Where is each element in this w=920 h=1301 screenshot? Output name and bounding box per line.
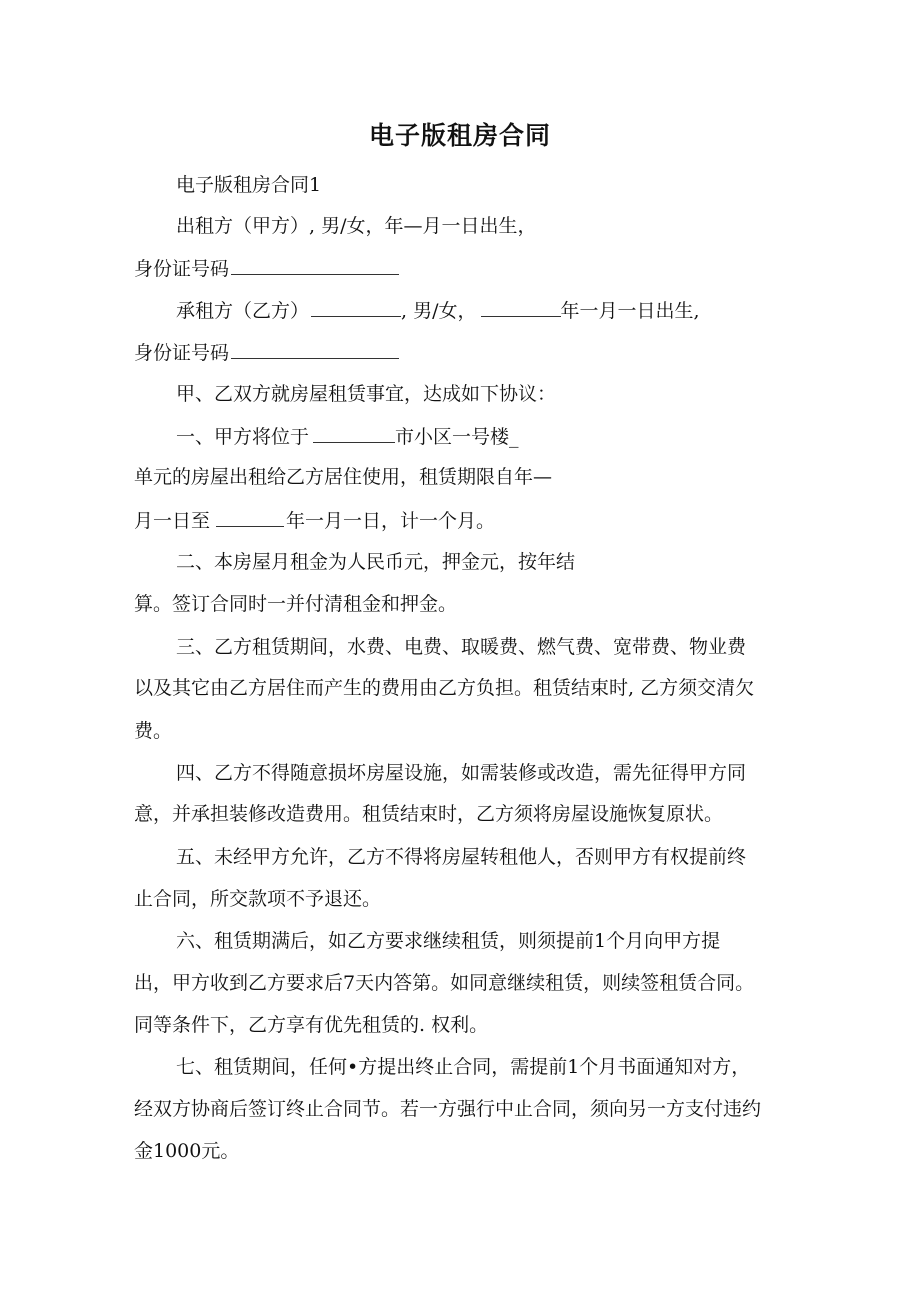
lessee-name-blank [311,298,401,317]
lessor-id-line: 身份证号码 [134,256,399,281]
clause-7-line-1: 七、租赁期间，任何•方提出终止合同，需提前1个月书面通知对方， [176,1056,751,1078]
clause-2-line-2: 算。签订合同时一并付清租金和押金。 [134,593,458,615]
lessor-id-blank [231,256,399,275]
clause-7-line-3: 金1000元。 [134,1140,240,1162]
document-title: 电子版租房合同 [368,121,551,150]
clause-4-line-1: 四、乙方不得随意损坏房屋设施，如需装修或改造，需先征得甲方同 [176,762,747,784]
clause-5-line-2: 止合同，所交款项不予退还。 [134,888,382,910]
lessor-line: 出租方（甲方）, 男/女，年—月一日出生， [176,215,537,237]
clause-6-line-3: 同等条件下，乙方享有优先租赁的. 权利。 [134,1014,489,1036]
clause-1-line-2: 单元的房屋出租给乙方居住使用，租赁期限自年— [134,466,553,488]
agreement-intro: 甲、乙双方就房屋租赁事宜，达成如下协议： [176,383,557,405]
lessee-id-blank [231,340,399,359]
property-location-blank [313,424,395,443]
clause-4-line-2: 意，并承担装修改造费用。租赁结束时，乙方须将房屋设施恢复原状。 [134,803,724,825]
clause-3-line-1: 三、乙方租赁期间，水费、电费、取暖费、燃气费、宽带费、物业费 [176,636,747,658]
lessee-birth-year-blank [481,298,561,317]
clause-6-line-1: 六、租赁期满后，如乙方要求继续租赁，则须提前1个月向甲方提 [176,930,721,952]
lessee-line: 承租方（乙方） , 男/女， 年一月一日出生, [176,300,700,322]
lessee-id-line: 身份证号码 [134,340,399,365]
clause-1-line-1: 一、甲方将位于 市小区一号楼_ [176,426,519,448]
clause-2-line-1: 二、本房屋月租金为人民币元，押金元，按年结 [176,551,576,573]
clause-3-line-2: 以及其它由乙方居住而产生的费用由乙方负担。租赁结束时, 乙方须交清欠 [134,677,755,699]
end-year-blank [216,508,284,527]
clause-6-line-2: 出，甲方收到乙方要求后7天内答第。如同意继续租赁，则续签租赁合同。 [134,972,755,994]
clause-1-line-3: 月一日至 年一月一日，计一个月。 [134,510,496,532]
contract-subtitle: 电子版租房合同1 [176,174,322,196]
clause-3-line-3: 费。 [134,720,173,742]
clause-7-line-2: 经双方协商后签订终止合同节。若一方强行中止合同，须向另一方支付违约 [134,1098,762,1120]
clause-5-line-1: 五、未经甲方允许，乙方不得将房屋转租他人，否则甲方有权提前终 [176,846,747,868]
